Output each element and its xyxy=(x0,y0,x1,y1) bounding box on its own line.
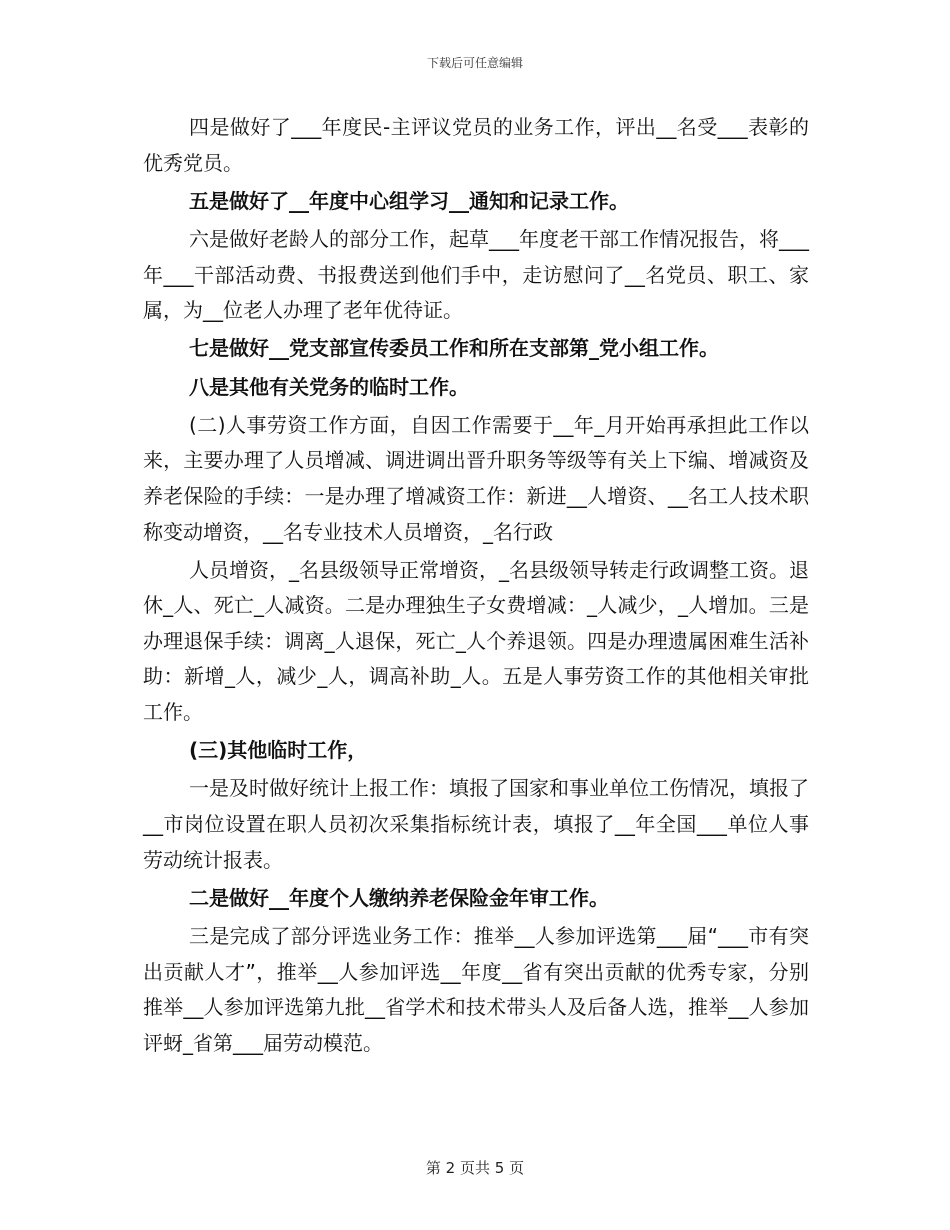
document-body xyxy=(143,110,809,1064)
paragraph-10: 二是做好__年度个人缴纳养老保险金年审工作。 xyxy=(189,885,609,910)
page-header: 下载后可任意编辑 xyxy=(426,56,523,70)
page-footer: 第 2 页共 5 页 xyxy=(425,1159,525,1177)
paragraph-8: (三)其他临时工作， xyxy=(189,738,368,763)
paragraph-6: (二)人事劳资工作方面，自因工作需要于__年_月开始再承担此工作以来，主要办理了人员增减、调进调出晋升职务等级等有关上下编、增减资及养老保险的手续：一是办理了增减资工作：新进__人增资、__名工人技术职称变动增资，__名专业技术人员增资，_名行政 xyxy=(143,412,809,544)
paragraph-4: 七是做好__党支部宣传委员工作和所在支部第_党小组工作。 xyxy=(189,336,719,361)
paragraph-3: 六是做好老龄人的部分工作，起草___年度老干部工作情况报告，将___年___干部活动费、书报费送到他们手中，走访慰问了__名党员、职工、家属，为__位老人办理了老年优待证。 xyxy=(143,226,809,323)
paragraph-11: 三是完成了部分评选业务工作：推举__人参加评选第___届“___市有突出贡献人才”，推举__人参加评选__年度__省有突出贡献的优秀专家，分别推举__人参加评选第九批__省学术和技术带头人及后备人选，推举__人参加评蚜_省第___届劳动模范。 xyxy=(143,924,809,1055)
paragraph-1: 四是做好了___年度民-主评议党员的业务工作，评出__名受___表彰的优秀党员。 xyxy=(143,115,809,175)
paragraph-5: 八是其他有关党务的临时工作。 xyxy=(189,374,469,399)
paragraph-7: 人员增资，_名县级领导正常增资，_名县级领导转走行政调整工资。退休_人、死亡_人减资。二是办理独生子女费增减：_人减少，_人增加。三是办理退保手续：调离_人退保，死亡_人个养退领。四是办理遗属困难生活补助：新增_人，减少_人，调高补助_人。五是人事劳资工作的其他相关审批工作。 xyxy=(143,557,809,725)
paragraph-2: 五是做好了__年度中心组学习__通知和记录工作。 xyxy=(189,188,629,213)
paragraph-9: 一是及时做好统计上报工作：填报了国家和事业单位工伤情况，填报了__市岗位设置在职人员初次采集指标统计表，填报了__年全国___单位人事劳动统计报表。 xyxy=(143,776,809,872)
